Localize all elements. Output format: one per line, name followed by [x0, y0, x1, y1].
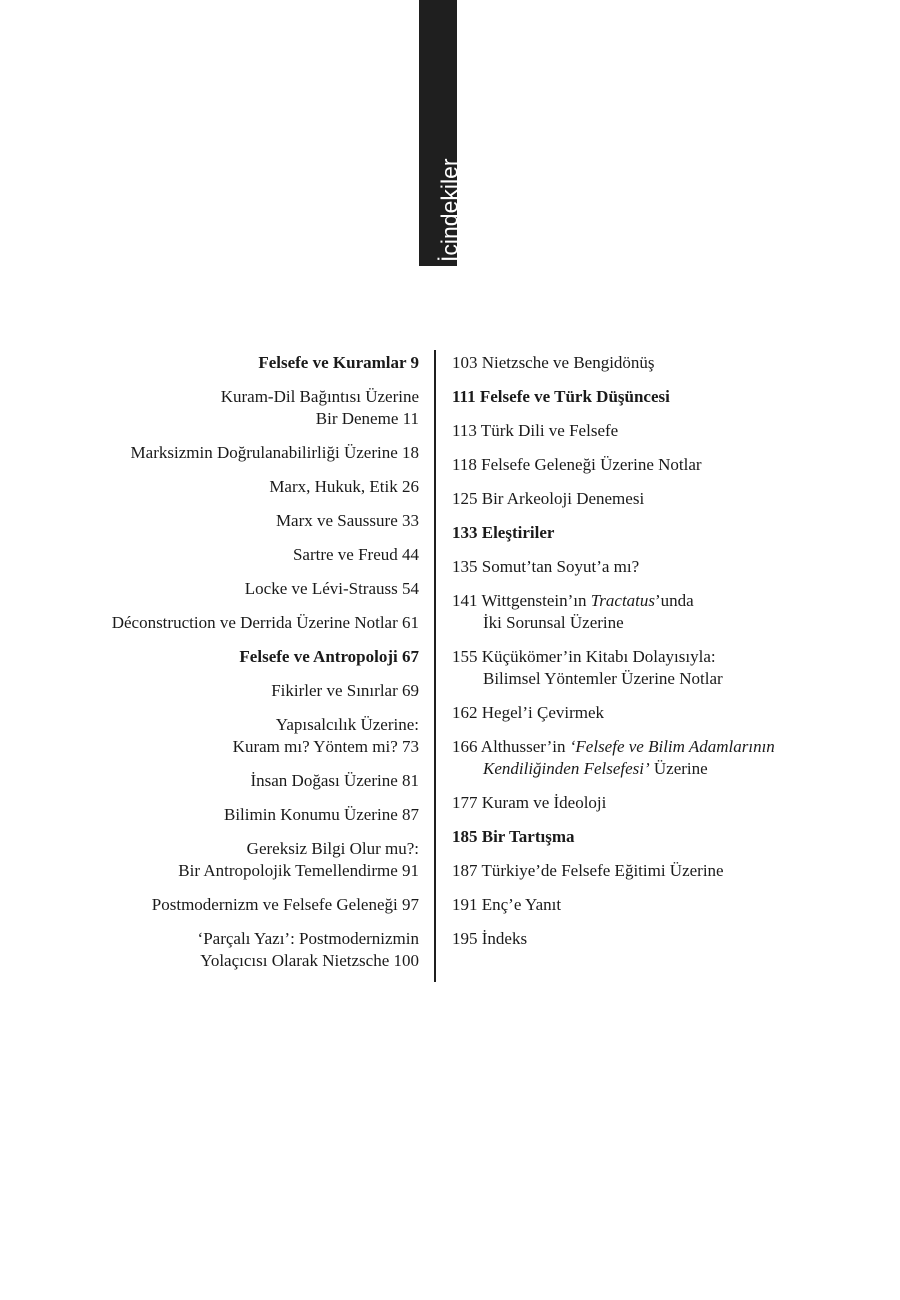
toc-section-heading[interactable] — [452, 522, 882, 544]
toc-entry[interactable] — [452, 792, 882, 814]
toc-italic-title: Tractatus — [590, 591, 656, 610]
toc-entry-line: Kuram-Dil Bağıntısı Üzerine — [220, 387, 419, 406]
toc-entry-line — [452, 894, 882, 916]
toc-entry-line — [452, 352, 882, 374]
toc-text: 118 Felsefe Geleneği Üzerine Notlar — [452, 455, 702, 474]
toc-entry[interactable] — [452, 928, 882, 950]
toc-entry[interactable] — [19, 578, 419, 600]
toc-entry-line: Déconstruction ve Derrida Üzerine Notlar 61 — [111, 613, 419, 632]
toc-entry-line — [452, 556, 882, 578]
toc-section-heading[interactable] — [452, 826, 882, 848]
toc-text: ’unda — [655, 591, 694, 610]
toc-entry-line: Felsefe ve Kuramlar 9 — [258, 353, 419, 372]
toc-entry[interactable] — [19, 510, 419, 532]
toc-text: 187 Türkiye’de Felsefe Eğitimi Üzerine — [452, 861, 724, 880]
toc-text: 141 Wittgenstein’ın — [452, 591, 591, 610]
toc-entry-line — [452, 420, 882, 442]
toc-entry-line: Bir Antropolojik Temellendirme 91 — [178, 861, 419, 880]
toc-entry-line: Marx, Hukuk, Etik 26 — [269, 477, 419, 496]
toc-text: 113 Türk Dili ve Felsefe — [452, 421, 619, 440]
toc-text: 155 Küçükömer’in Kitabı Dolayısıyla: — [452, 647, 716, 666]
toc-entry-line — [452, 522, 882, 544]
toc-entry-line — [452, 792, 882, 814]
toc-entry-line: Yolaçıcısı Olarak Nietzsche 100 — [200, 951, 419, 970]
toc-left-column — [19, 352, 419, 984]
toc-entry-line — [452, 612, 882, 634]
toc-entry-line — [452, 736, 882, 758]
toc-entry[interactable] — [452, 454, 882, 476]
toc-text: Bilimsel Yöntemler Üzerine Notlar — [483, 669, 723, 688]
toc-entry[interactable] — [452, 420, 882, 442]
toc-text: 133 Eleştiriler — [452, 523, 555, 542]
toc-text: 103 Nietzsche ve Bengidönüş — [452, 353, 655, 372]
toc-entry-line — [452, 826, 882, 848]
toc-entry-line: ‘Parçalı Yazı’: Postmodernizmin — [197, 929, 419, 948]
toc-entry-line — [452, 928, 882, 950]
toc-entry[interactable] — [452, 736, 882, 780]
toc-entry[interactable] — [19, 714, 419, 758]
toc-entry-line — [452, 702, 882, 724]
toc-entry-line: Sartre ve Freud 44 — [292, 545, 419, 564]
column-divider — [434, 350, 436, 982]
toc-entry-line: İnsan Doğası Üzerine 81 — [250, 771, 419, 790]
toc-section-heading[interactable] — [19, 352, 419, 374]
toc-entry-line: Kuram mı? Yöntem mi? 73 — [232, 737, 419, 756]
toc-entry[interactable] — [452, 590, 882, 634]
toc-text: 125 Bir Arkeoloji Denemesi — [452, 489, 645, 508]
toc-entry-line — [452, 668, 882, 690]
toc-entry-line: Fikirler ve Sınırlar 69 — [271, 681, 419, 700]
toc-italic-title: Kendiliğinden Felsefesi’ — [483, 759, 650, 778]
toc-entry-line — [452, 590, 882, 612]
toc-entry[interactable] — [452, 488, 882, 510]
toc-entry[interactable] — [19, 544, 419, 566]
toc-entry-line — [452, 386, 882, 408]
toc-entry-line: Postmodernizm ve Felsefe Geleneği 97 — [151, 895, 419, 914]
toc-text: 162 Hegel’i Çevirmek — [452, 703, 605, 722]
toc-section-heading[interactable] — [452, 386, 882, 408]
toc-entry-line — [452, 488, 882, 510]
toc-entry-line — [452, 860, 882, 882]
toc-text: 191 Enç’e Yanıt — [452, 895, 562, 914]
toc-text: 185 Bir Tartışma — [452, 827, 575, 846]
toc-entry[interactable] — [19, 680, 419, 702]
toc-entry[interactable] — [19, 770, 419, 792]
toc-entry-line: Locke ve Lévi-Strauss 54 — [244, 579, 419, 598]
toc-entry[interactable] — [452, 894, 882, 916]
toc-text: 111 Felsefe ve Türk Düşüncesi — [452, 387, 670, 406]
toc-text: İki Sorunsal Üzerine — [483, 613, 624, 632]
toc-entry-line: Gereksiz Bilgi Olur mu?: — [246, 839, 419, 858]
toc-text: 177 Kuram ve İdeoloji — [452, 793, 607, 812]
toc-text: 135 Somut’tan Soyut’a mı? — [452, 557, 640, 576]
toc-entry[interactable] — [19, 612, 419, 634]
toc-entry[interactable] — [19, 476, 419, 498]
toc-italic-title: ‘Felsefe ve Bilim Adamlarının — [569, 737, 775, 756]
toc-text: 166 Althusser’in — [452, 737, 570, 756]
section-title: İçindekiler — [436, 158, 463, 262]
toc-text: 195 İndeks — [452, 929, 528, 948]
toc-entry[interactable] — [19, 894, 419, 916]
toc-entry[interactable] — [452, 352, 882, 374]
toc-text: Üzerine — [649, 759, 708, 778]
toc-entry[interactable] — [19, 838, 419, 882]
toc-entry-line: Yapısalcılık Üzerine: — [275, 715, 419, 734]
toc-section-heading[interactable] — [19, 646, 419, 668]
toc-entry[interactable] — [19, 442, 419, 464]
toc-entry-line — [452, 758, 882, 780]
toc-entry-line: Marx ve Saussure 33 — [275, 511, 419, 530]
toc-entry[interactable] — [452, 702, 882, 724]
toc-entry[interactable] — [19, 386, 419, 430]
toc-entry[interactable] — [452, 860, 882, 882]
toc-entry[interactable] — [452, 646, 882, 690]
toc-entry-line — [452, 646, 882, 668]
toc-entry[interactable] — [452, 556, 882, 578]
toc-entry[interactable] — [19, 928, 419, 972]
toc-entry[interactable] — [19, 804, 419, 826]
toc-entry-line — [452, 454, 882, 476]
section-tab — [419, 0, 463, 266]
toc-entry-line: Marksizmin Doğrulanabilirliği Üzerine 18 — [130, 443, 419, 462]
toc-entry-line: Bir Deneme 11 — [315, 409, 419, 428]
toc-right-column — [452, 352, 882, 962]
toc-entry-line: Bilimin Konumu Üzerine 87 — [223, 805, 419, 824]
toc-entry-line: Felsefe ve Antropoloji 67 — [239, 647, 419, 666]
